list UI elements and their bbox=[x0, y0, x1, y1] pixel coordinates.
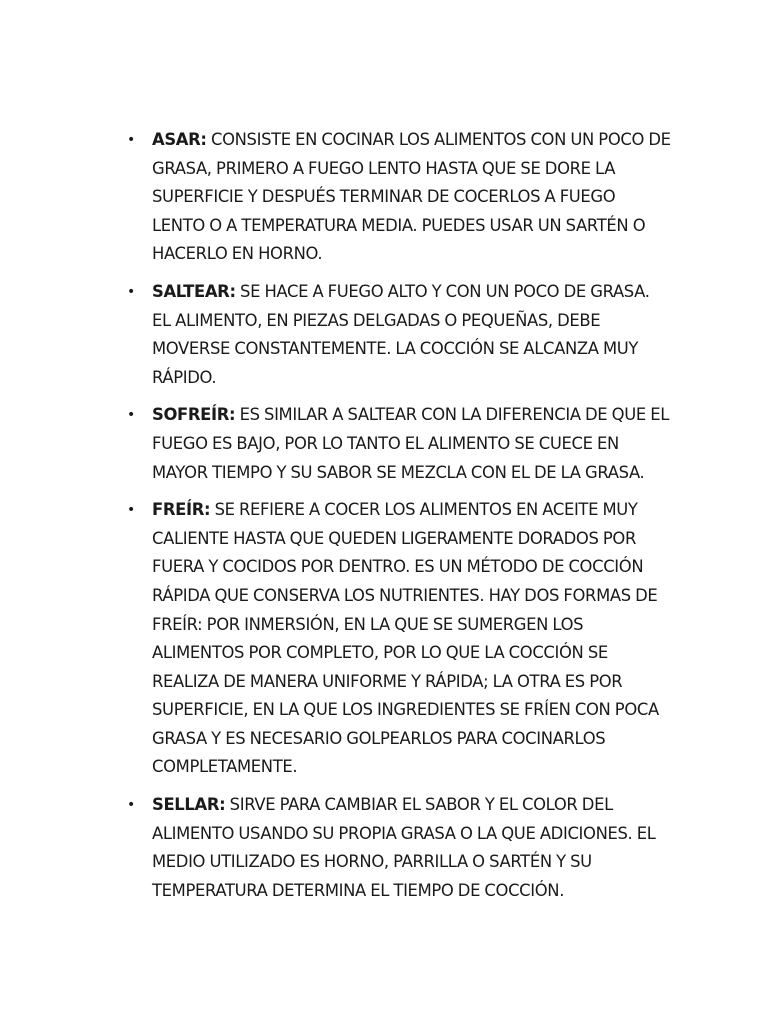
bullet-icon: • bbox=[127, 797, 135, 814]
term-description: SIRVE PARA CAMBIAR EL SABOR Y EL COLOR DEL ALIMENTO USANDO SU PROPIA GRASA O LA QUE ADICIONES. EL MEDIO UTILIZADO ES HORNO, PARRILLA O SARTÉN Y SU TEMPERATURA DETERMINA EL TIEMPO DE COCCIÓN. bbox=[152, 795, 656, 900]
term-description: SE REFIERE A COCER LOS ALIMENTOS EN ACEITE MUY CALIENTE HASTA QUE QUEDEN LIGERAMENTE DORADOS POR FUERA Y COCIDOS POR DENTRO. ES UN MÉTODO DE COCCIÓN RÁPIDA QUE CONSERVA LOS NUTRIENTES. HAY DOS FORMAS DE FREÍR: POR INMERSIÓN, EN LA QUE SE SUMERGEN LOS ALIMENTOS POR COMPLETO, POR LO QUE LA COCCIÓN SE REALIZA DE MANERA UNIFORME Y RÁPIDA; LA OTRA ES POR SUPERFICIE, EN LA QUE LOS INGREDIENTES SE FRÍEN CON POCA GRASA Y ES NECESARIO GOLPEARLOS PARA COCINARLOS COMPLETAMENTE. bbox=[152, 500, 659, 777]
list-item-asar bbox=[127, 126, 672, 269]
term-description: SE HACE A FUEGO ALTO Y CON UN POCO DE GRASA. EL ALIMENTO, EN PIEZAS DELGADAS O PEQUEÑAS, DEBE MOVERSE CONSTANTEMENTE. LA COCCIÓN SE ALCANZA MUY RÁPIDO. bbox=[152, 281, 650, 387]
bullet-icon: • bbox=[127, 283, 135, 300]
bullet-icon: • bbox=[127, 502, 135, 519]
list-item-sofreir bbox=[127, 401, 672, 487]
cooking-methods-list bbox=[127, 126, 672, 914]
list-item-sellar bbox=[127, 791, 672, 905]
list-item-saltear bbox=[127, 278, 672, 392]
term-label: SOFREÍR: bbox=[152, 405, 236, 425]
bullet-icon: • bbox=[127, 132, 135, 148]
term-label: FREÍR: bbox=[152, 500, 211, 520]
list-item-freir bbox=[127, 496, 672, 782]
term-label: SALTEAR: bbox=[152, 281, 236, 301]
term-description: ES SIMILAR A SALTEAR CON LA DIFERENCIA DE QUE EL FUEGO ES BAJO, POR LO TANTO EL ALIMENTO SE CUECE EN MAYOR TIEMPO Y SU SABOR SE MEZCLA CON EL DE LA GRASA. bbox=[152, 405, 670, 482]
term-label: ASAR: bbox=[152, 130, 207, 149]
bullet-icon: • bbox=[127, 407, 135, 424]
term-description: CONSISTE EN COCINAR LOS ALIMENTOS CON UN POCO DE GRASA, PRIMERO A FUEGO LENTO HASTA QUE SE DORE LA SUPERFICIE Y DESPUÉS TERMINAR DE COCERLOS A FUEGO LENTO O A TEMPERATURA MEDIA. PUEDES USAR UN SARTÉN O HACERLO EN HORNO. bbox=[152, 130, 671, 264]
term-label: SELLAR: bbox=[152, 795, 226, 815]
